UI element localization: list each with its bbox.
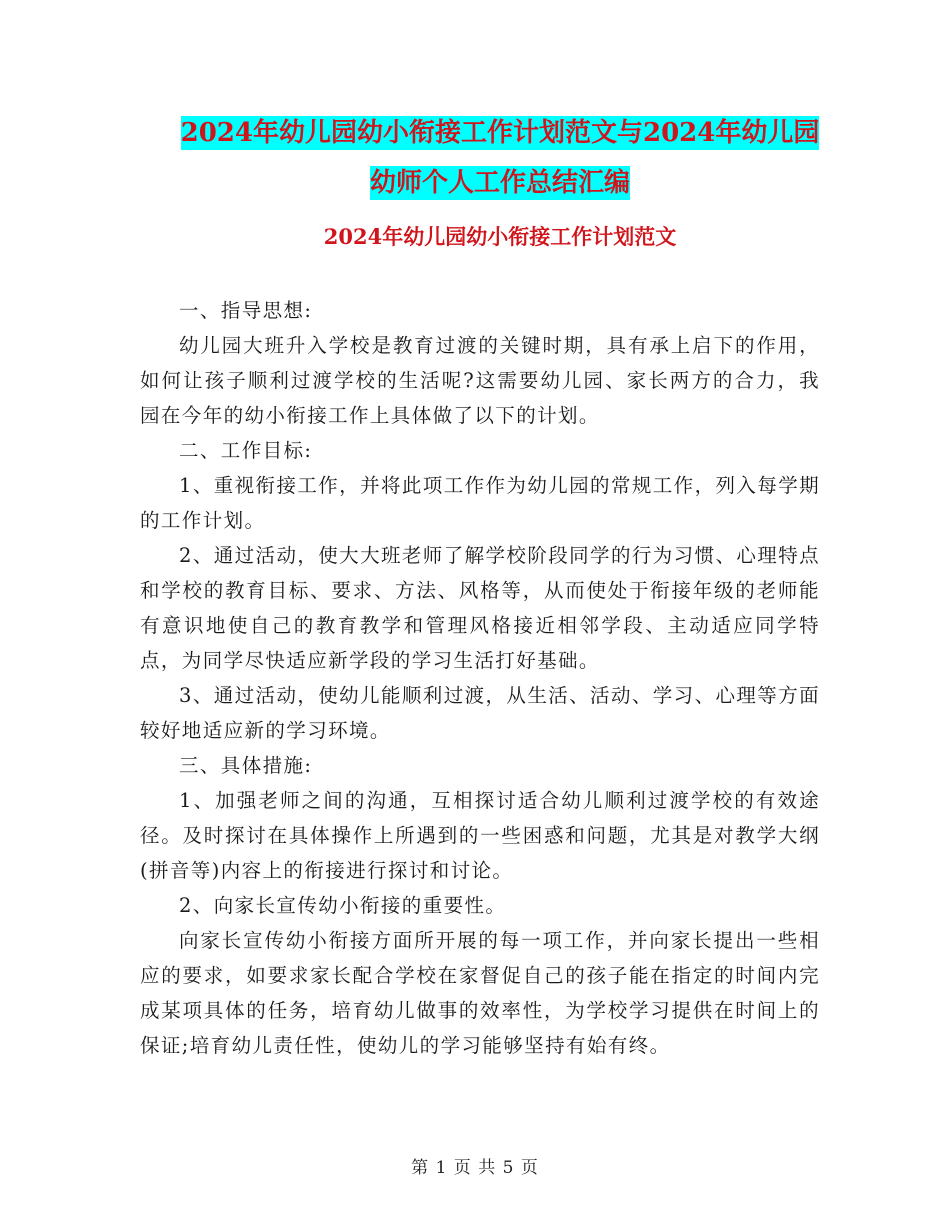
paragraph: 2、通过活动，使大大班老师了解学校阶段同学的行为习惯、心理特点和学校的教育目标、要求、方法、风格等，从而使处于衔接年级的老师能有意识地使自己的教育教学和管理风格接近相邻学段、主动适应同学特点，为同学尽快适应新学段的学习生活打好基础。	[140, 544, 820, 672]
paragraph: 1、重视衔接工作，并将此项工作作为幼儿园的常规工作，列入每学期的工作计划。	[140, 474, 820, 532]
paragraph: 向家长宣传幼小衔接方面所开展的每一项工作，并向家长提出一些相应的要求，如要求家长配合学校在家督促自己的孩子能在指定的时间内完成某项具体的任务，培育幼儿做事的效率性，为学校学习提供在时间上的保证;培育幼儿责任性，使幼儿的学习能够坚持有始有终。	[140, 929, 820, 1057]
page-footer: 第 1 页 共 5 页	[411, 1158, 539, 1178]
document-title	[120, 108, 880, 208]
paragraph: 1、加强老师之间的沟通，互相探讨适合幼儿顺利过渡学校的有效途径。及时探讨在具体操作上所遇到的一些困惑和问题，尤其是对教学大纲(拼音等)内容上的衔接进行探讨和讨论。	[140, 789, 820, 882]
heading-specific-measures: 三、具体措施:	[179, 754, 313, 777]
heading-guiding-thought: 一、指导思想:	[179, 299, 313, 322]
document-body	[140, 293, 820, 1063]
document-title-line-2: 幼师个人工作总结汇编	[369, 168, 630, 198]
paragraph: 2、向家长宣传幼小衔接的重要性。	[179, 894, 507, 917]
paragraph: 3、通过活动，使幼儿能顺利过渡，从生活、活动、学习、心理等方面较好地适应新的学习环境。	[140, 684, 820, 742]
section-title: 2024年幼儿园幼小衔接工作计划范文	[323, 224, 677, 249]
paragraph: 幼儿园大班升入学校是教育过渡的关键时期，具有承上启下的作用，如何让孩子顺利过渡学校的生活呢?这需要幼儿园、家长两方的合力，我园在今年的幼小衔接工作上具体做了以下的计划。	[140, 334, 820, 427]
document-title-line-1: 2024年幼儿园幼小衔接工作计划范文与2024年幼儿园	[180, 118, 820, 148]
heading-work-goals: 二、工作目标:	[179, 439, 313, 462]
